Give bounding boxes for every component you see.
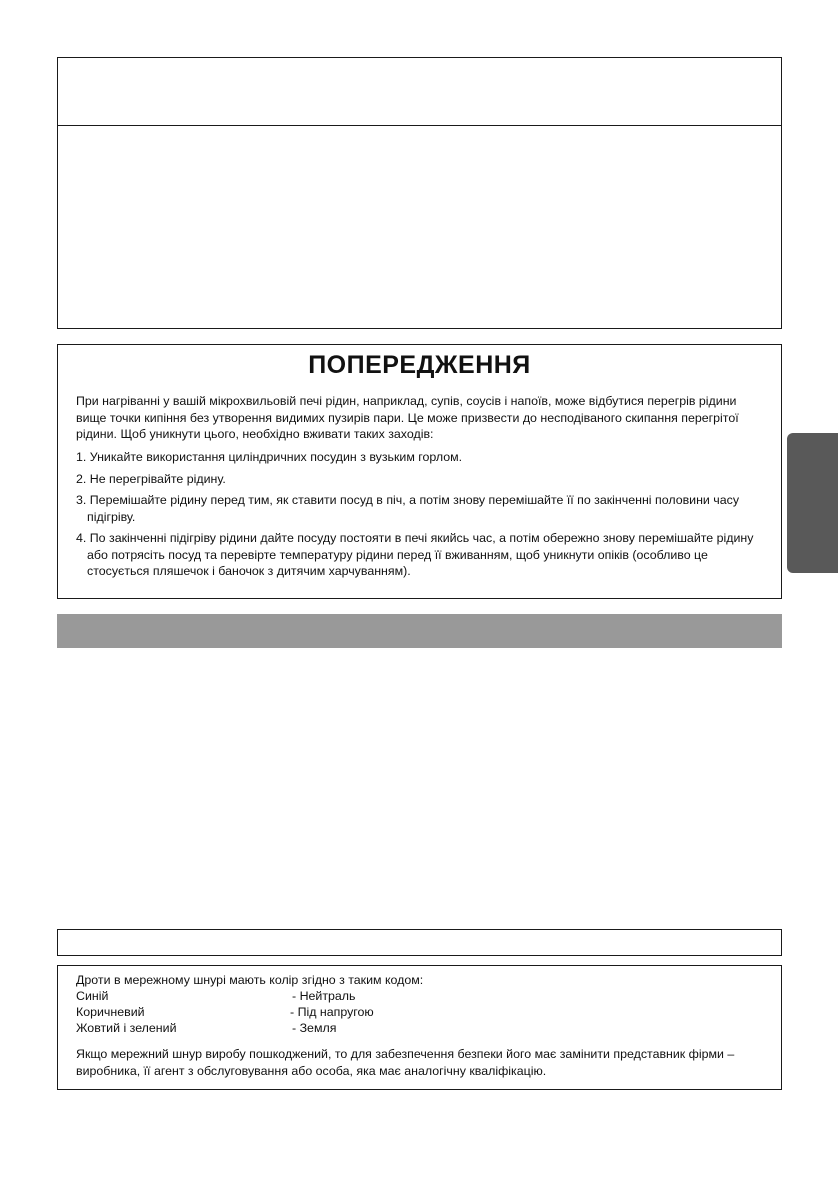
warning-box (57, 344, 782, 599)
wire-name: Синій (76, 989, 109, 1003)
section-header-bar (57, 614, 782, 648)
warning-list (76, 449, 769, 585)
wire-function: - Земля (292, 1021, 337, 1035)
warning-intro: При нагріванні у вашій мікрохвильовій печі рідин, наприклад, супів, соусів і напоїв, може відбутися перегрів рідини вище точки кипіння без утворення видимих пузирів пари. Це може призвести до несподіваного скипання перегрітої рідини. Щоб уникнути цього, необхідно вживати таких заходів: (76, 394, 739, 441)
wire-row-yellow-green (76, 1020, 576, 1036)
cord-replacement-note: Якщо мережний шнур виробу пошкоджений, то для забезпечення безпеки його має замінити представник фірми – виробника, її агент з обслуговування або особа, яка має аналогічну кваліфікацію. (76, 1047, 735, 1078)
wire-function: - Під напругою (290, 1005, 374, 1019)
warning-title: ПОПЕРЕДЖЕННЯ (308, 351, 531, 379)
warning-item: 4. По закінченні підігріву рідини дайте посуду постояти в печі якийсь час, а потім обережно знову перемішайте рідину або потрясіть посуд та перевірте температуру рідини перед її вживанням, щоб уникнути опіків (особливо це стосується пляшечок і баночок з дитячим харчуванням). (76, 531, 754, 578)
cord-heading: Дроти в мережному шнурі мають колір згідно з таким кодом: (76, 973, 424, 987)
wire-name: Коричневий (76, 1005, 145, 1019)
wire-name: Жовтий і зелений (76, 1021, 177, 1035)
section-side-tab (787, 433, 838, 573)
empty-frame-box (57, 929, 782, 956)
warning-item: 3. Перемішайте рідину перед тим, як ставити посуд в піч, а потім знову перемішайте її по закінченні половини часу підігріву. (76, 493, 740, 524)
wire-row-blue (76, 988, 576, 1004)
warning-item: 2. Не перегрівайте рідину. (76, 471, 226, 486)
warning-item: 1. Уникайте використання циліндричних посудин з вузьким горлом. (76, 450, 463, 464)
top-frame-box (57, 57, 782, 329)
wire-function: - Нейтраль (292, 989, 356, 1003)
top-frame-divider (58, 125, 781, 126)
wire-row-brown (76, 1004, 576, 1020)
power-cord-box (57, 965, 782, 1090)
